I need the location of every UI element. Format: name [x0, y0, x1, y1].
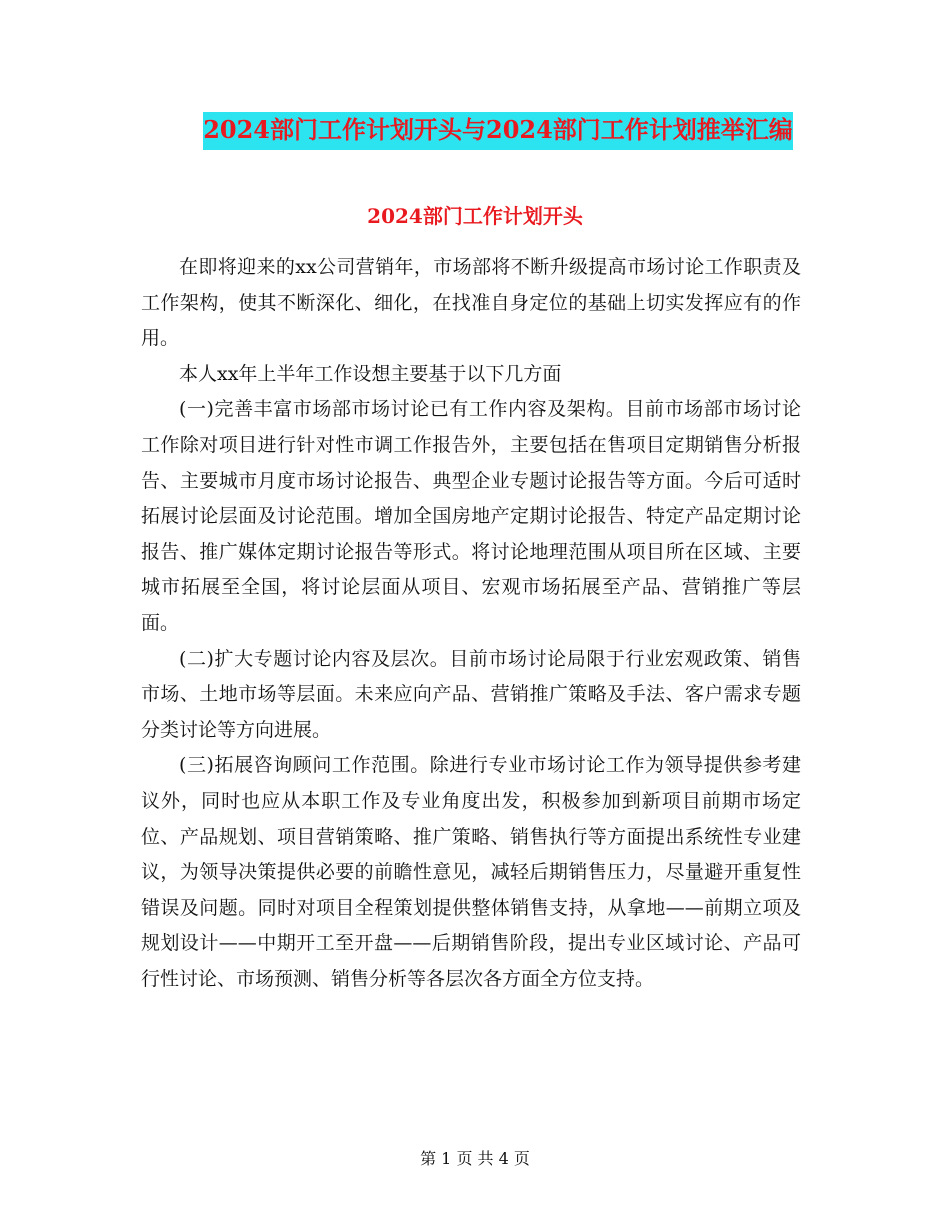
- paragraph: (三)拓展咨询顾问工作范围。除进行专业市场讨论工作为领导提供参考建议外，同时也应从本职工作及专业角度出发，积极参加到新项目前期市场定位、产品规划、项目营销策略、推广策略、销售执行等方面提出系统性专业建议，为领导决策提供必要的前瞻性意见，减轻后期销售压力，尽量避开重复性错误及问题。同时对项目全程策划提供整体销售支持，从拿地——前期立项及规划设计——中期开工至开盘——后期销售阶段，提出专业区域讨论、产品可行性讨论、市场预测、销售分析等各层次各方面全方位支持。: [141, 754, 801, 990]
- paragraph: (二)扩大专题讨论内容及层次。目前市场讨论局限于行业宏观政策、销售市场、土地市场等层面。未来应向产品、营销推广策略及手法、客户需求专题分类讨论等方向进展。: [141, 647, 801, 741]
- paragraph: 本人xx年上半年工作设想主要基于以下几方面: [179, 362, 562, 385]
- paragraph: 在即将迎来的xx公司营销年，市场部将不断升级提高市场讨论工作职责及工作架构，使其不断深化、细化，在找准自身定位的基础上切实发挥应有的作用。: [141, 256, 801, 350]
- document-title-container: [0, 112, 950, 150]
- document-title: 2024部门工作计划开头与2024部门工作计划推举汇编: [203, 112, 793, 150]
- document-body: [141, 250, 801, 997]
- paragraph: (一)完善丰富市场部市场讨论已有工作内容及架构。目前市场部市场讨论工作除对项目进行针对性市调工作报告外，主要包括在售项目定期销售分析报告、主要城市月度市场讨论报告、典型企业专题讨论报告等方面。今后可适时拓展讨论层面及讨论范围。增加全国房地产定期讨论报告、特定产品定期讨论报告、推广媒体定期讨论报告等形式。将讨论地理范围从项目所在区域、主要城市拓展至全国，将讨论层面从项目、宏观市场拓展至产品、营销推广等层面。: [141, 398, 801, 634]
- page-footer: 第 1 页 共 4 页: [420, 1149, 530, 1168]
- section-title: 2024部门工作计划开头: [367, 204, 583, 228]
